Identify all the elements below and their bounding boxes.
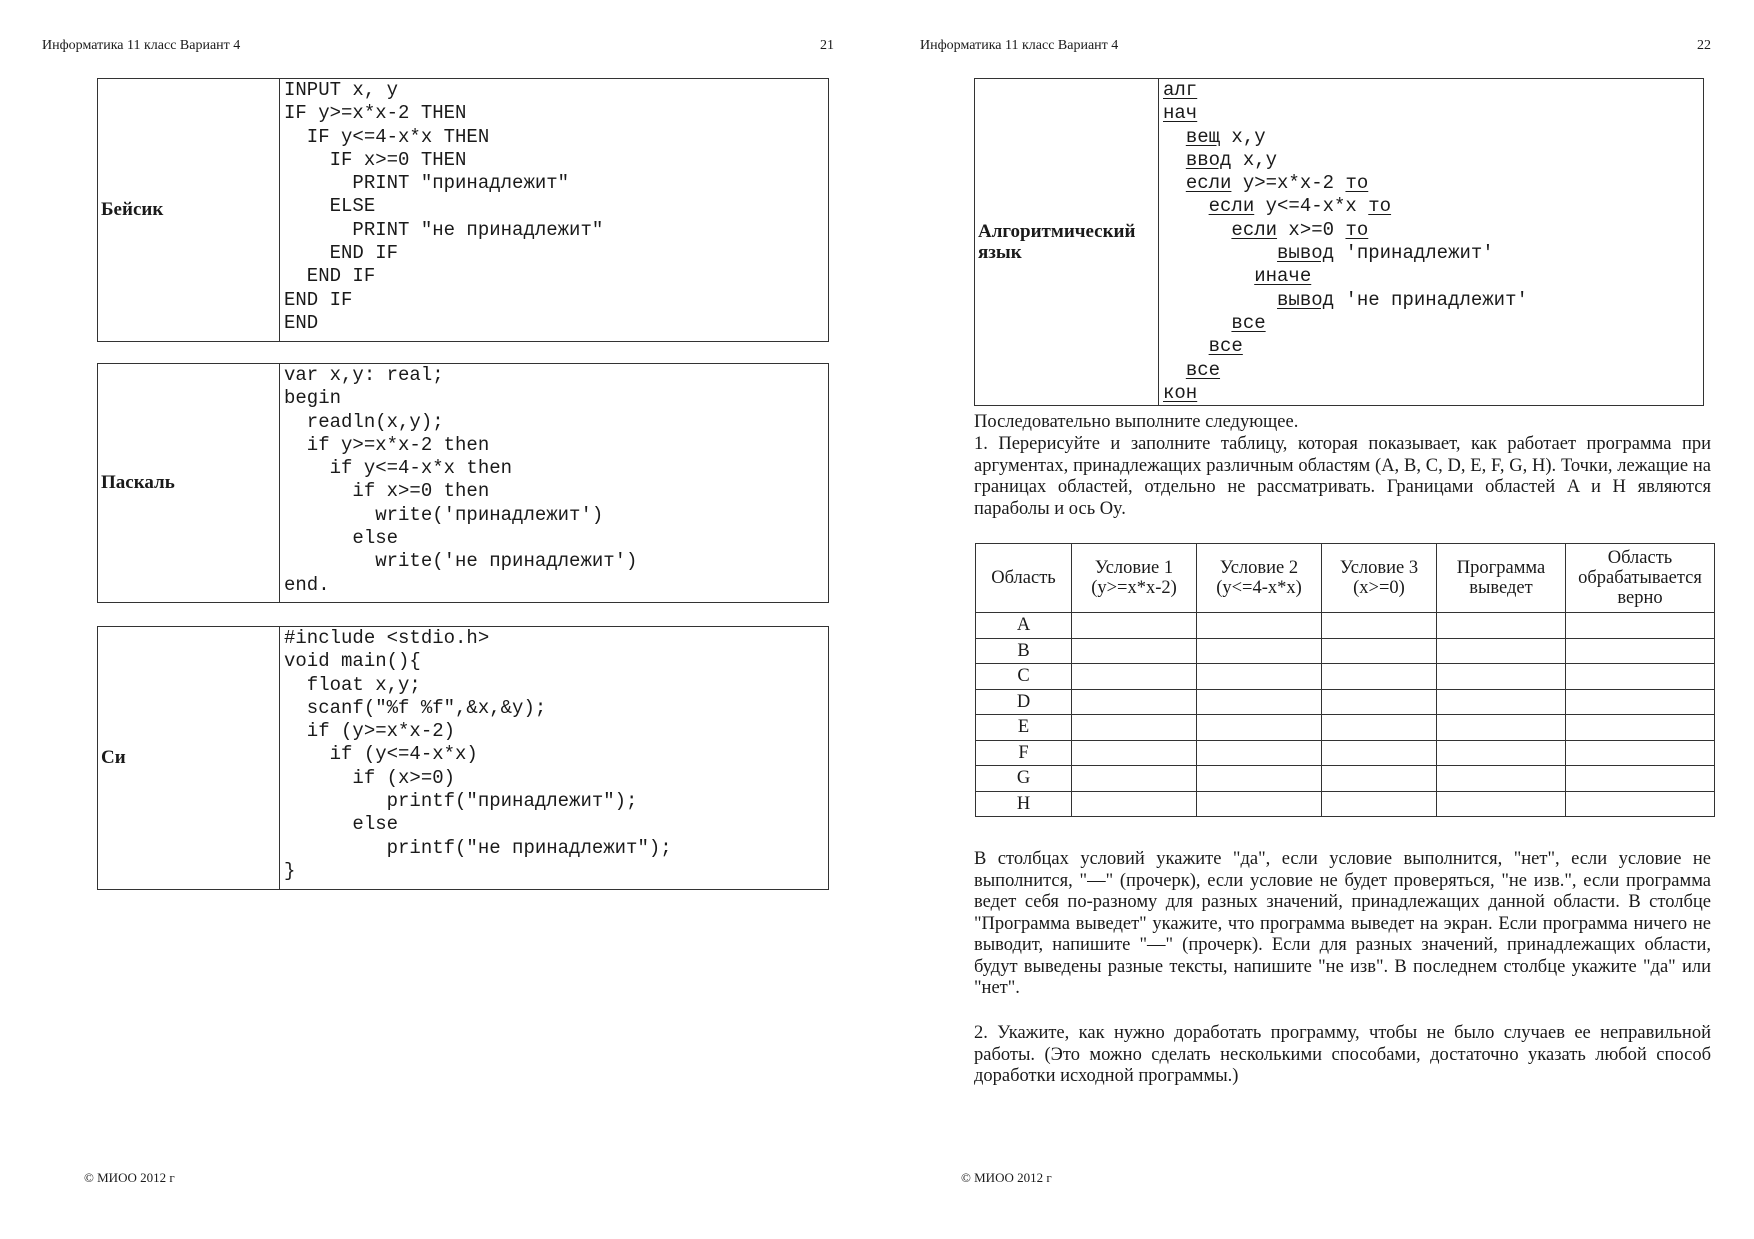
page-number: 21 bbox=[820, 38, 834, 53]
area-label: F bbox=[976, 740, 1072, 766]
table-row bbox=[976, 740, 1715, 766]
empty-cell bbox=[1437, 740, 1566, 766]
keyword: если bbox=[1208, 195, 1255, 218]
empty-cell bbox=[1197, 638, 1322, 664]
empty-cell bbox=[1322, 766, 1437, 792]
empty-cell bbox=[1322, 715, 1437, 741]
language-label: Паскаль bbox=[98, 364, 280, 603]
area-label: H bbox=[976, 791, 1072, 817]
table-header-row bbox=[976, 544, 1715, 613]
empty-cell bbox=[1197, 689, 1322, 715]
area-label: B bbox=[976, 638, 1072, 664]
empty-cell bbox=[1566, 715, 1715, 741]
task-explanation: В столбцах условий укажите "да", если условие выполнится, "нет", если условие не выполнится, "—" (прочерк), если условие не будет проверяться, "не изв.", если программа ведет себя по-разному для разных значений, принадлежащих данной области. В столбце "Программа выведет" укажите, что программа выведет на экран. Если программа ничего не выводит, напишите "—" (прочерк). Если для разных значений, принадлежащих области, будут выведены разные тексты, напишите "не изв". В последнем столбце укажите "да" или "нет". bbox=[974, 849, 1711, 998]
keyword: вывод bbox=[1277, 288, 1335, 311]
table-row bbox=[976, 689, 1715, 715]
code-line bbox=[1163, 359, 1703, 382]
keyword: то bbox=[1345, 172, 1369, 195]
code-line: readln(x,y); bbox=[284, 410, 444, 433]
table-row bbox=[976, 791, 1715, 817]
code-line: begin bbox=[284, 387, 342, 410]
keyword: иначе bbox=[1254, 265, 1312, 288]
empty-cell bbox=[1197, 613, 1322, 639]
area-label: G bbox=[976, 766, 1072, 792]
keyword: вещ bbox=[1185, 125, 1221, 148]
keyword: то bbox=[1345, 218, 1369, 241]
empty-cell bbox=[1322, 638, 1437, 664]
column-header: Условие 2 (y<=4-x*x) bbox=[1197, 544, 1322, 613]
empty-cell bbox=[1072, 715, 1197, 741]
code-line: float x,y; bbox=[284, 673, 421, 696]
empty-cell bbox=[1566, 766, 1715, 792]
code-line: if (y>=x*x-2) bbox=[284, 720, 456, 743]
column-header: Программа выведет bbox=[1437, 544, 1566, 613]
table-row bbox=[976, 766, 1715, 792]
code-line: var x,y: real; bbox=[284, 364, 444, 386]
empty-cell bbox=[1437, 638, 1566, 664]
page-footer: © МИОО 2012 г bbox=[961, 1170, 1052, 1185]
code-line: END IF bbox=[284, 242, 399, 265]
empty-cell bbox=[1072, 766, 1197, 792]
table-row bbox=[976, 664, 1715, 690]
c-code bbox=[280, 627, 829, 890]
task-intro: Последовательно выполните следующее. bbox=[974, 412, 1299, 432]
basic-code bbox=[280, 79, 829, 342]
empty-cell bbox=[1072, 689, 1197, 715]
pascal-code bbox=[280, 364, 829, 603]
code-line: write('принадлежит') bbox=[284, 503, 604, 526]
empty-cell bbox=[1437, 613, 1566, 639]
code-line: printf("принадлежит"); bbox=[284, 790, 638, 813]
code-line: void main(){ bbox=[284, 650, 421, 673]
c-program-table bbox=[97, 626, 829, 890]
code-line: PRINT "не принадлежит" bbox=[284, 218, 604, 241]
language-label: Бейсик bbox=[98, 79, 280, 342]
empty-cell bbox=[1322, 689, 1437, 715]
empty-cell bbox=[1437, 766, 1566, 792]
table-row bbox=[976, 613, 1715, 639]
algo-code bbox=[1159, 79, 1704, 406]
empty-cell bbox=[1566, 689, 1715, 715]
code-line: INPUT x, y bbox=[284, 79, 399, 101]
code-line: IF x>=0 THEN bbox=[284, 148, 467, 171]
empty-cell bbox=[1322, 613, 1437, 639]
code-line bbox=[1163, 382, 1703, 405]
empty-cell bbox=[1566, 638, 1715, 664]
area-label: E bbox=[976, 715, 1072, 741]
code-line bbox=[1163, 79, 1703, 102]
page-footer: © МИОО 2012 г bbox=[84, 1170, 175, 1185]
empty-cell bbox=[1197, 766, 1322, 792]
code-line: PRINT "принадлежит" bbox=[284, 172, 570, 195]
code-line: вывод 'не принадлежит' bbox=[1277, 288, 1528, 311]
empty-cell bbox=[1197, 664, 1322, 690]
code-line: if (x>=0) bbox=[284, 766, 456, 789]
code-line: если y<=4-x*x то bbox=[1208, 195, 1392, 218]
code-line: printf("не принадлежит"); bbox=[284, 836, 672, 859]
keyword: все bbox=[1208, 335, 1243, 358]
table-row bbox=[976, 638, 1715, 664]
code-line bbox=[1163, 102, 1703, 125]
code-line: if (y<=4-x*x) bbox=[284, 743, 478, 766]
code-line: end. bbox=[284, 573, 330, 596]
empty-cell bbox=[1197, 740, 1322, 766]
code-line: вывод 'принадлежит' bbox=[1277, 242, 1494, 265]
empty-cell bbox=[1322, 740, 1437, 766]
empty-cell bbox=[1072, 638, 1197, 664]
results-table bbox=[975, 543, 1715, 817]
code-line: END bbox=[284, 311, 319, 334]
code-line: else bbox=[284, 813, 399, 836]
code-line: IF y>=x*x-2 THEN bbox=[284, 102, 467, 125]
empty-cell bbox=[1566, 791, 1715, 817]
empty-cell bbox=[1322, 664, 1437, 690]
code-line: ввод x,y bbox=[1185, 148, 1278, 171]
code-line bbox=[1163, 312, 1703, 335]
area-label: A bbox=[976, 613, 1072, 639]
code-line: scanf("%f %f",&x,&y); bbox=[284, 696, 547, 719]
page-header-title: Информатика 11 класс Вариант 4 bbox=[42, 38, 241, 53]
code-line: write('не принадлежит') bbox=[284, 550, 638, 573]
empty-cell bbox=[1437, 715, 1566, 741]
right-page bbox=[877, 0, 1754, 1239]
empty-cell bbox=[1566, 664, 1715, 690]
basic-program-table bbox=[97, 78, 829, 342]
code-line: END IF bbox=[284, 265, 376, 288]
keyword: вывод bbox=[1277, 242, 1335, 265]
task-item-2: 2. Укажите, как нужно доработать программу, чтобы не было случаев ее неправильной работы. (Это можно сделать несколькими способами, достаточно указать любой способ доработки исходной программы.) bbox=[974, 1023, 1711, 1086]
code-line: вещ x,y bbox=[1185, 125, 1266, 148]
code-line: if x>=0 then bbox=[284, 480, 490, 503]
empty-cell bbox=[1566, 613, 1715, 639]
keyword: все bbox=[1185, 358, 1221, 381]
column-header: Область обрабатывается верно bbox=[1566, 544, 1715, 613]
page-number: 22 bbox=[1697, 38, 1711, 53]
code-line bbox=[1163, 335, 1703, 358]
area-label: C bbox=[976, 664, 1072, 690]
code-line: если x>=0 то bbox=[1231, 218, 1369, 241]
language-label: Си bbox=[98, 627, 280, 890]
column-header: Условие 1 (y>=x*x-2) bbox=[1072, 544, 1197, 613]
area-label: D bbox=[976, 689, 1072, 715]
pascal-program-table bbox=[97, 363, 829, 603]
task-item-1: 1. Перерисуйте и заполните таблицу, которая показывает, как работает программа при аргументах, принадлежащих различным областям (A, B, C, D, E, F, G, H). Точки, лежащие на границах областей, отдельно не рассматривать. Границами областей A и H являются параболы и ось Oy. bbox=[974, 434, 1711, 519]
keyword: если bbox=[1185, 172, 1232, 195]
code-line bbox=[1163, 265, 1703, 288]
code-line: if y<=4-x*x then bbox=[284, 457, 513, 480]
keyword: если bbox=[1231, 218, 1278, 241]
empty-cell bbox=[1072, 664, 1197, 690]
column-header: Условие 3 (x>=0) bbox=[1322, 544, 1437, 613]
empty-cell bbox=[1437, 689, 1566, 715]
code-line: ELSE bbox=[284, 195, 376, 218]
code-line: END IF bbox=[284, 288, 353, 311]
empty-cell bbox=[1072, 613, 1197, 639]
code-line: else bbox=[284, 527, 399, 550]
column-header: Область bbox=[976, 544, 1072, 613]
code-line: IF y<=4-x*x THEN bbox=[284, 125, 490, 148]
empty-cell bbox=[1072, 740, 1197, 766]
algo-program-table bbox=[974, 78, 1704, 406]
page-header-title: Информатика 11 класс Вариант 4 bbox=[920, 38, 1119, 53]
code-line: #include <stdio.h> bbox=[284, 627, 490, 649]
empty-cell bbox=[1197, 715, 1322, 741]
language-label: Алгоритмический язык bbox=[975, 79, 1159, 406]
keyword: кон bbox=[1163, 381, 1198, 404]
table-row bbox=[976, 715, 1715, 741]
empty-cell bbox=[1322, 791, 1437, 817]
keyword: все bbox=[1231, 311, 1266, 334]
empty-cell bbox=[1437, 791, 1566, 817]
code-line: if y>=x*x-2 then bbox=[284, 433, 490, 456]
empty-cell bbox=[1072, 791, 1197, 817]
keyword: нач bbox=[1163, 102, 1198, 125]
code-line: } bbox=[284, 859, 296, 882]
empty-cell bbox=[1197, 791, 1322, 817]
keyword: алг bbox=[1163, 79, 1198, 101]
keyword: ввод bbox=[1185, 148, 1232, 171]
empty-cell bbox=[1566, 740, 1715, 766]
empty-cell bbox=[1437, 664, 1566, 690]
code-line: если y>=x*x-2 то bbox=[1185, 172, 1369, 195]
keyword: то bbox=[1368, 195, 1392, 218]
